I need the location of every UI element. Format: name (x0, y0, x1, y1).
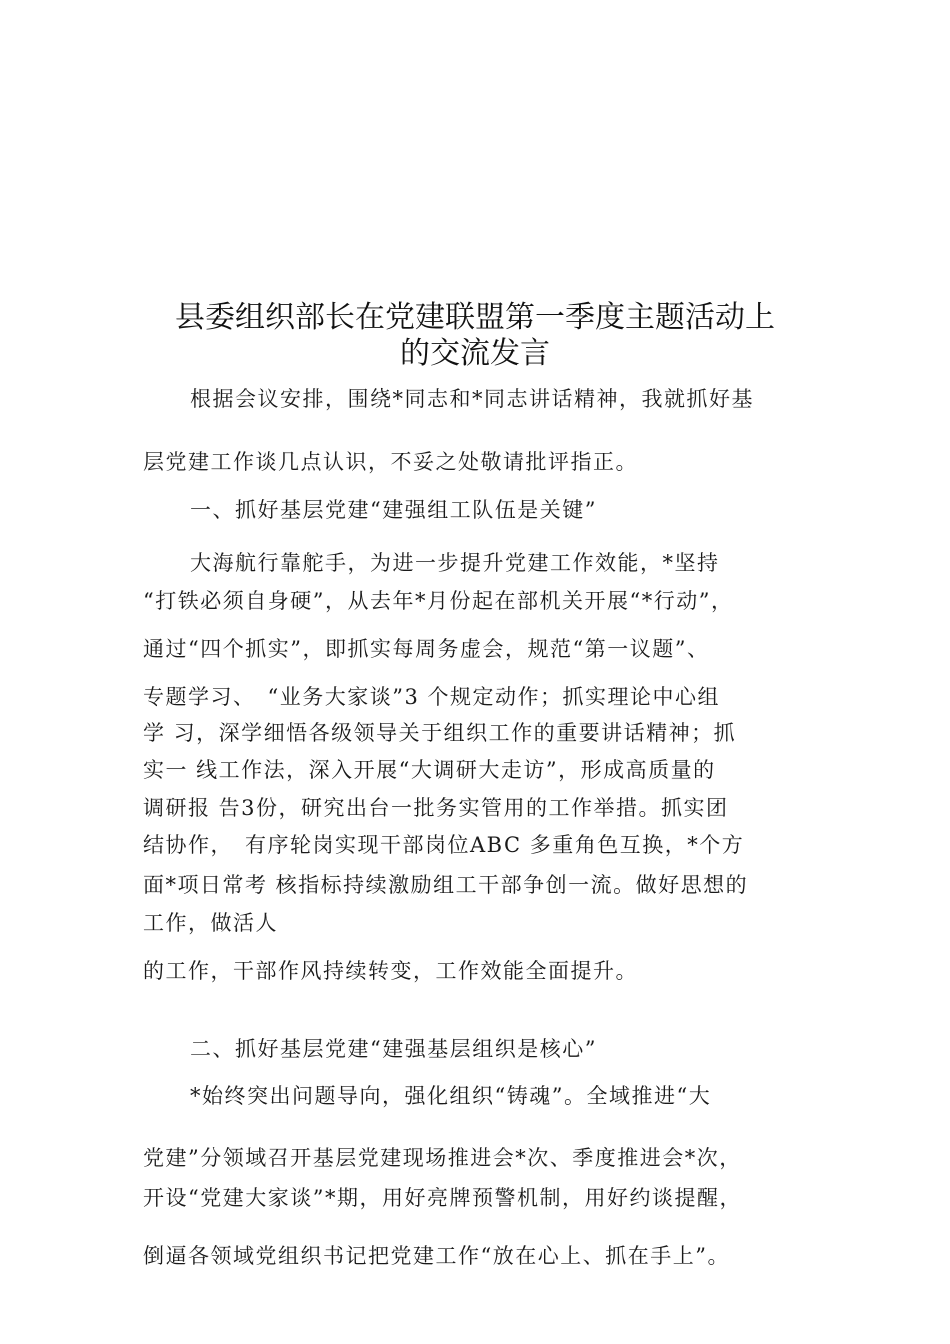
body-line: 结协作， 有序轮岗实现干部岗位ABC 多重角色互换，*个方 (143, 833, 745, 857)
body-line: 开设“党建大家谈”*期，用好亮牌预警机制，用好约谈提醒， (143, 1186, 742, 1210)
body-line: 工作，做活人 (143, 911, 278, 935)
body-line: *始终突出问题导向，强化组织“铸魂”。全域推进“大 (190, 1084, 712, 1108)
body-line: 根据会议安排，围绕*同志和*同志讲话精神，我就抓好基 (190, 387, 754, 411)
document-title-line-2: 的交流发言 (400, 336, 550, 371)
body-line: 党建”分领域召开基层党建现场推进会*次、季度推进会*次， (143, 1146, 742, 1170)
body-line: 倒逼各领域党组织书记把党建工作“放在心上、抓在手上”。 (143, 1244, 730, 1268)
body-line: 调研报 告3份，研究出台一批务实管用的工作举措。抓实团 (143, 796, 729, 820)
body-line: 学 习，深学细悟各级领导关于组织工作的重要讲话精神；抓 (143, 721, 737, 745)
document-title-line-1: 县委组织部长在党建联盟第一季度主题活动上 (175, 300, 775, 335)
body-line: 通过“四个抓实”，即抓实每周务虚会，规范“第一议题”、 (143, 637, 710, 661)
body-line: 层党建工作谈几点认识，不妥之处敬请批评指正。 (143, 450, 638, 474)
body-line: 面*项日常考 核指标持续激励组工干部争创一流。做好思想的 (143, 873, 749, 897)
section-heading-1: 一、抓好基层党建“建强组工队伍是关键” (190, 498, 597, 522)
section-heading-2: 二、抓好基层党建“建强基层组织是核心” (190, 1037, 597, 1061)
body-line: “打铁必须自身硬”，从去年*月份起在部机关开展“*行动”， (143, 589, 734, 613)
body-line: 专题学习、 “业务大家谈”3 个规定动作；抓实理论中心组 (143, 685, 721, 709)
body-line: 大海航行靠舵手，为进一步提升党建工作效能，*坚持 (190, 551, 720, 575)
body-line: 实一 线工作法，深入开展“大调研大走访”，形成高质量的 (143, 758, 716, 782)
body-line: 的工作，干部作风持续转变，工作效能全面提升。 (143, 959, 638, 983)
